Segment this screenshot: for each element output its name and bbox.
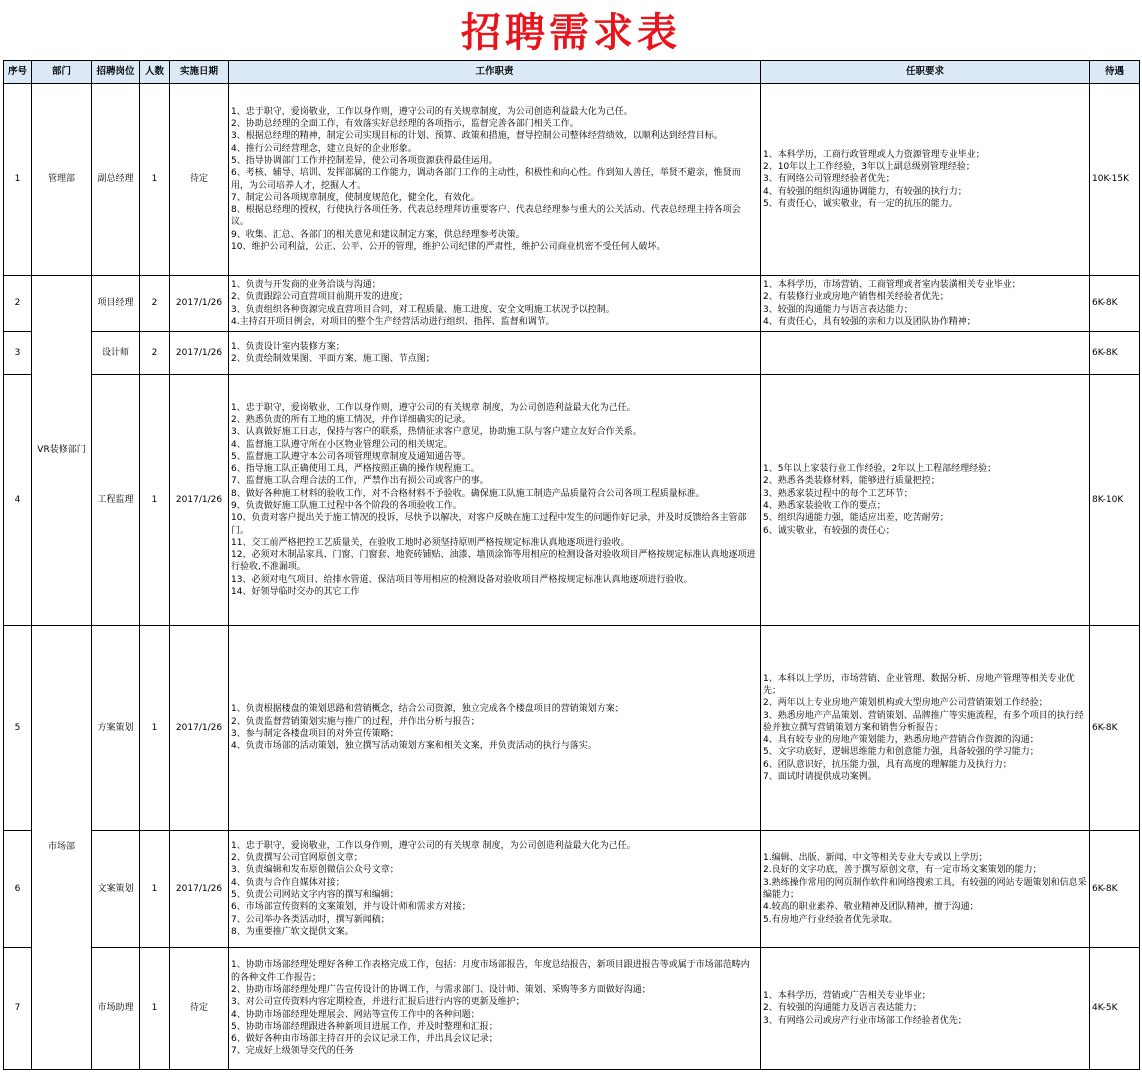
duty-line: 5、协助市场部经理跟进各种新项目进展工作，并及时整理和汇报； <box>231 1021 498 1032</box>
duty-line: 8、做好各种施工材料的验收工作，对不合格材料不予验收。确保施工队施工制造产品质量符合公司各项工程质量标准。 <box>231 488 705 499</box>
cell-seq: 5 <box>4 626 32 831</box>
table-row <box>4 831 1140 948</box>
cell-pay: 8K-10K <box>1090 375 1140 626</box>
table-row <box>4 948 1140 1070</box>
cell-count: 2 <box>140 276 170 332</box>
table-row <box>4 375 1140 626</box>
duty-line: 4、负责市场部的活动策划，独立撰写活动策划方案和相关文案，并负责活动的执行与落实。 <box>231 741 597 752</box>
cell-position: 项目经理 <box>92 276 140 332</box>
duty-line: 11、交工前严格把控工艺质量关，在验收工地时必须坚持原则严格按规定标准认真地逐项进行验收。 <box>231 537 630 548</box>
duty-line: 6、市场部宣传资料的文案策划，并与设计师和需求方对接； <box>231 902 471 913</box>
cell-dept: VR装修部门 <box>32 276 92 626</box>
duty-line: 4、负责与合作自媒体对接； <box>231 877 345 888</box>
cell-date: 2017/1/26 <box>170 276 229 332</box>
req-line: 1.编辑、出版、新闻、中文等相关专业大专或以上学历； <box>763 853 988 864</box>
duty-line: 1、负责根据楼盘的策划思路和营销概念，结合公司资源，独立完成各个楼盘项目的营销策划方案； <box>231 704 624 715</box>
req-line: 1、5年以上家装行业工作经验，2年以上工程部经理经验； <box>763 464 997 475</box>
req-line: 3、有网络公司管理经验者优先； <box>763 174 895 185</box>
duty-line: 14、好领导临时交办的其它工作 <box>231 587 360 598</box>
req-line: 2、有较强的沟通能力及语言表达能力； <box>763 1003 922 1014</box>
cell-duties <box>229 626 761 831</box>
duty-line: 12、必须对木制品家具、门窗、门窗套、地瓷砖铺贴、油漆、墙顶涂饰等用相应的检测设备对验收项目严格按规定标准认真地逐项进行验收,不准漏项。 <box>231 550 756 573</box>
req-line: 2、两年以上专业房地产策划机构或大型房地产公司营销策划工作经验； <box>763 698 1048 709</box>
duty-line: 7、监督施工队合理合法的工作，严禁作出有损公司或客户的事。 <box>231 476 489 487</box>
req-line: 1、本科学历，营销或广告相关专业毕业； <box>763 991 931 1002</box>
duty-line: 8、为重要推广软文提供文案。 <box>231 926 354 937</box>
cell-reqs <box>761 626 1090 831</box>
table-row <box>4 276 1140 332</box>
cell-date: 待定 <box>170 84 229 276</box>
req-line: 3、有网络公司或房产行业市场部工作经验者优先； <box>763 1015 967 1026</box>
cell-reqs <box>761 276 1090 332</box>
duty-line: 1、忠于职守，爱岗敬业，工作以身作则，遵守公司的有关规章 制度，为公司创造利益最大化为己任。 <box>231 402 636 413</box>
req-line: 4、有较强的组织沟通协调能力，有较强的执行力； <box>763 186 967 197</box>
cell-duties <box>229 948 761 1070</box>
duty-line: 4、协助市场部经理处理展会、网站等宣传工作中的各种问题； <box>231 1009 480 1020</box>
cell-seq: 7 <box>4 948 32 1070</box>
cell-seq: 3 <box>4 332 32 375</box>
cell-duties <box>229 332 761 375</box>
cell-pay: 6K-8K <box>1090 626 1140 831</box>
req-line: 4、具有较专业的房地产策划能力，熟悉房地产营销合作资源的沟通； <box>763 735 1039 746</box>
header-position: 招聘岗位 <box>92 61 140 84</box>
cell-pay: 4K-5K <box>1090 948 1140 1070</box>
duty-line: 6、做好各种由市场部主持召开的会议记录工作，并出具会议记录； <box>231 1034 498 1045</box>
cell-pay: 10K-15K <box>1090 84 1140 276</box>
duty-line: 5、指导协调部门工作并控制差异，使公司各项资源获得最佳运用。 <box>231 155 498 166</box>
cell-position: 工程监理 <box>92 375 140 626</box>
req-line: 1、本科学历，市场营销、工商管理或者室内装潢相关专业毕业； <box>763 279 1021 290</box>
cell-count: 1 <box>140 831 170 948</box>
header-dept: 部门 <box>32 61 92 84</box>
cell-duties <box>229 84 761 276</box>
req-line: 4.较高的职业素养、敬业精神及团队精神，擅于沟通； <box>763 902 979 913</box>
duty-line: 13、必须对电气项目、给排水管道、保洁项目等用相应的检测设备对验收项目严格按规定标准认真地逐项进行验收。 <box>231 574 693 585</box>
req-line: 5、文字功底好，逻辑思维能力和创意能力强，具备较强的学习能力； <box>763 747 1039 758</box>
duty-line: 3、对公司宣传资料内容定期检查，并进行汇报后进行内容的更新及维护； <box>231 997 525 1008</box>
cell-reqs <box>761 831 1090 948</box>
header-pay: 待遇 <box>1090 61 1140 84</box>
cell-seq: 6 <box>4 831 32 948</box>
cell-date: 2017/1/26 <box>170 626 229 831</box>
req-line: 7、面试时请提供成功案例。 <box>763 772 877 783</box>
header-date: 实施日期 <box>170 61 229 84</box>
header-reqs: 任职要求 <box>761 61 1090 84</box>
duty-line: 4.主持召开项目例会，对项目的整个生产经营活动进行组织、指挥、监督和调节。 <box>231 316 555 327</box>
cell-reqs <box>761 332 1090 375</box>
cell-dept: 管理部 <box>32 84 92 276</box>
cell-position: 文案策划 <box>92 831 140 948</box>
cell-reqs <box>761 375 1090 626</box>
req-line: 3、熟悉家装过程中的每个工艺环节； <box>763 488 913 499</box>
req-line: 4、熟悉家装验收工作的要点； <box>763 501 886 511</box>
duty-line: 2、负责跟踪公司直营项目前期开发的进度； <box>231 292 408 303</box>
duty-line: 2、协助市场部经理处理广告宣传设计的协调工作，与需求部门、设计师、策划、采购等多方面做好沟通； <box>231 984 651 995</box>
cell-reqs <box>761 84 1090 276</box>
cell-seq: 2 <box>4 276 32 332</box>
cell-reqs <box>761 948 1090 1070</box>
duty-line: 4、监督施工队遵守所在小区物业管理公司的相关规定。 <box>231 439 453 450</box>
cell-count: 1 <box>140 626 170 831</box>
cell-duties <box>229 276 761 332</box>
req-line: 3、较强的沟通能力与语言表达能力； <box>763 304 913 315</box>
cell-position: 市场助理 <box>92 948 140 1070</box>
cell-date: 待定 <box>170 948 229 1070</box>
cell-position: 方案策划 <box>92 626 140 831</box>
cell-pay: 6K-8K <box>1090 332 1140 375</box>
cell-count: 1 <box>140 948 170 1070</box>
duty-line: 7、制定公司各项规章制度，使制度规范化，健全化，有效化。 <box>231 192 480 203</box>
duty-line: 7、完成好上级领导交代的任务 <box>231 1046 354 1057</box>
req-line: 6、团队意识好，抗压能力强，具有高度的理解能力及执行力； <box>763 759 1012 770</box>
duty-line: 3、认真做好施工日志，保持与客户的联系，热情征求客户意见，协助施工队与客户建立友好合作关系。 <box>231 427 642 438</box>
cell-position: 设计师 <box>92 332 140 375</box>
header-duties: 工作职责 <box>229 61 761 84</box>
duty-line: 2、负责撰写公司官网原创文章； <box>231 853 363 864</box>
duty-line: 2、熟悉负责的所有工地的施工情况，并作详细确实的记录。 <box>231 414 471 425</box>
req-line: 2.良好的文字功底，善于撰写原创文章，有一定市场文案策划的能力； <box>763 865 1042 876</box>
req-line: 2、有装修行业或房地产销售相关经验者优先； <box>763 292 949 303</box>
duty-line: 1、忠于职守，爱岗敬业，工作以身作则，遵守公司的有关规章 制度，为公司创造利益最大化为己任。 <box>231 840 636 851</box>
table-row <box>4 626 1140 831</box>
table-row <box>4 332 1140 375</box>
duty-line: 6、指导施工队正确使用工具，严格按照正确的操作规程施工。 <box>231 464 480 475</box>
cell-pay: 6K-8K <box>1090 831 1140 948</box>
duty-line: 9、收集、汇总、各部门的相关意见和建议制定方案，供总经理参考决策。 <box>231 229 525 240</box>
cell-duties <box>229 375 761 626</box>
cell-seq: 4 <box>4 375 32 626</box>
duty-line: 5、监督施工队遵守本公司各项管理规章制度及通知通告等。 <box>231 451 471 462</box>
cell-date: 2017/1/26 <box>170 332 229 375</box>
header-count: 人数 <box>140 61 170 84</box>
cell-seq: 1 <box>4 84 32 276</box>
duty-line: 7、公司举办各类活动时，撰写新闻稿； <box>231 914 390 925</box>
duty-line: 5、负责公司网站文字内容的撰写和编辑； <box>231 890 399 900</box>
cell-date: 2017/1/26 <box>170 831 229 948</box>
duty-line: 4、推行公司经营理念，建立良好的企业形象。 <box>231 143 417 154</box>
req-line: 3、熟悉房地产产品策划、营销策划、品牌推广等实施流程，有多个项目的执行经验并独立撰写营销策划方案和销售分析报告； <box>763 710 1084 733</box>
req-line: 6、诚实敬业，有较强的责任心； <box>763 525 895 536</box>
duty-line: 3、根据总经理的精神，制定公司实现目标的计划、预算、政策和措施，督导控制公司整体经营绩效，以顺利达到经营目标。 <box>231 131 723 142</box>
req-line: 1、本科学历，工商行政管理或人力资源管理专业毕业； <box>763 149 985 160</box>
duty-line: 1、负责与开发商的业务洽谈与沟通； <box>231 279 381 290</box>
duty-line: 1、忠于职守，爱岗敬业，工作以身作则，遵守公司的有关规章制度，为公司创造利益最大化为己任。 <box>231 106 633 117</box>
duty-line: 3、参与制定各楼盘项目的对外宣传策略； <box>231 729 399 739</box>
req-line: 4、有责任心，具有较强的亲和力以及团队协作精神； <box>763 316 976 327</box>
req-line: 1、本科以上学历，市场营销、企业管理、数据分析、房地产管理等相关专业优先； <box>763 673 1075 696</box>
duty-line: 2、负责绘制效果图、平面方案、施工图、节点图； <box>231 354 435 364</box>
req-line: 5、有责任心，诚实敬业，有一定的抗压的能力。 <box>763 198 958 209</box>
cell-count: 2 <box>140 332 170 375</box>
req-line: 2、10年以上工作经验，3年以上副总级别管理经验； <box>763 162 975 173</box>
table-row <box>4 84 1140 276</box>
duty-line: 3、负责组织各种资源完成直营项目合同，对工程质量、施工进度、安全文明施工状况予以控制。 <box>231 304 615 315</box>
header-seq: 序号 <box>4 61 32 84</box>
duty-line: 6、考核、辅导、培训、发挥部属的工作能力，调动各部门工作的主动性，积极性和向心性。作到知人善任，举贤不避亲，惟贤而用，为公司培养人才，挖掘人才。 <box>231 168 741 191</box>
duty-line: 10、负责对客户提出关于施工情况的投诉，尽快予以解决，对客户反映在施工过程中发生的问题作好记录，并及时反馈给各主管部门。 <box>231 513 747 536</box>
duty-line: 10、维护公司利益，公正、公平、公开的管理，维护公司纪律的严肃性，维护公司商业机密不受任何人破坏。 <box>231 241 666 252</box>
cell-dept: 市场部 <box>32 626 92 1070</box>
duty-line: 9、负责做好施工队施工过程中各个阶段的各项验收工作。 <box>231 501 462 511</box>
cell-position: 副总经理 <box>92 84 140 276</box>
cell-pay: 6K-8K <box>1090 276 1140 332</box>
recruitment-table <box>3 60 1140 1070</box>
page-title: 招聘需求表 <box>461 10 681 56</box>
header-row <box>4 61 1140 84</box>
cell-count: 1 <box>140 84 170 276</box>
cell-count: 1 <box>140 375 170 626</box>
duty-line: 3、负责编辑和发布原创微信公众号文章； <box>231 865 399 876</box>
duty-line: 1、负责设计室内装修方案； <box>231 341 345 352</box>
duty-line: 8、根据总经理的授权，行使执行各项任务、代表总经理拜访重要客户、代表总经理参与重大的公关活动、代表总经理主持各项会议。 <box>231 205 741 228</box>
cell-date: 2017/1/26 <box>170 375 229 626</box>
req-line: 3.熟练操作常用的网页制作软件和网络搜索工具，有较强的网站专题策划和信息采编能力； <box>763 877 1087 900</box>
duty-line: 1、协助市场部经理处理好各种工作表格完成工作，包括：月度市场部报告，年度总结报告，新项目跟进报告等或属于市场部范畴内的各种文件工作报告； <box>231 960 750 983</box>
cell-duties <box>229 831 761 948</box>
req-line: 5.有房地产行业经验者优先录取。 <box>763 914 898 925</box>
req-line: 5、组织沟通能力强，能适应出差，吃苦耐劳； <box>763 513 949 524</box>
duty-line: 2、负责监督营销策划实施与推广的过程，并作出分析与报告； <box>231 716 480 727</box>
req-line: 2、熟悉各类装修材料，能够进行质量把控； <box>763 476 940 487</box>
duty-line: 2、协助总经理的全面工作，有效落实好总经理的各项指示，监督完善各部门相关工作。 <box>231 119 579 130</box>
